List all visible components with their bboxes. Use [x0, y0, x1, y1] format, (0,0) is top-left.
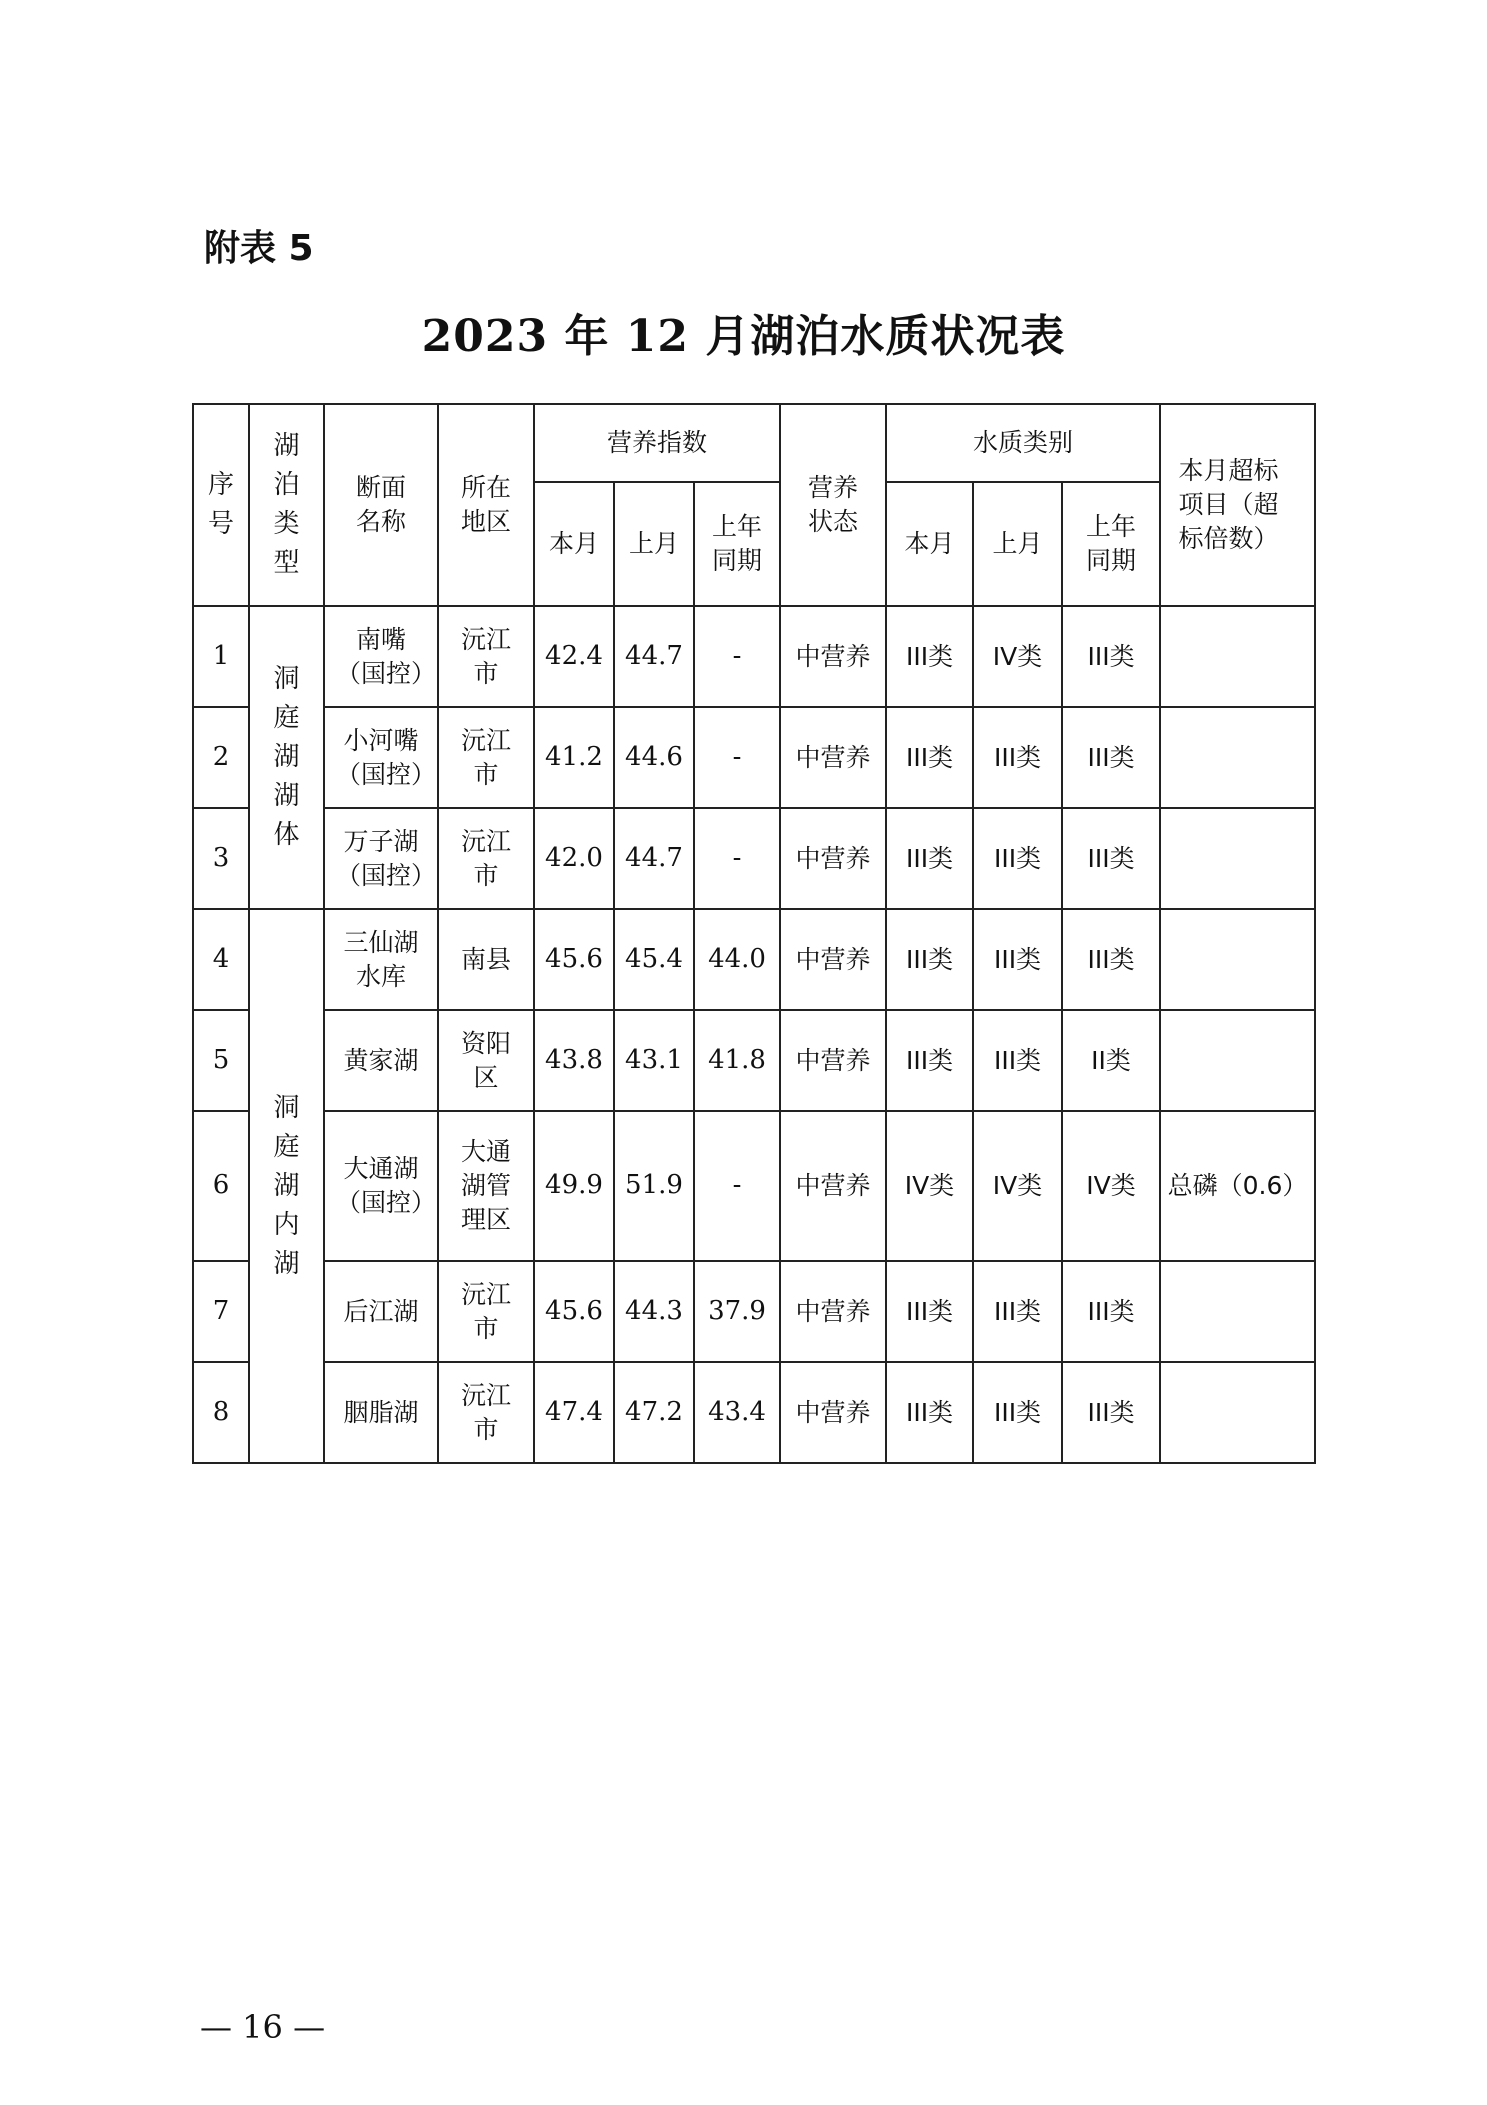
- nutrient-index-this-month: 41.2: [534, 707, 614, 808]
- nutrient-index-last-year: 44.0: [694, 909, 780, 1010]
- lake-water-quality-table: [192, 403, 1316, 1464]
- table-row: [193, 707, 1315, 808]
- table-row: [193, 1010, 1315, 1111]
- exceed-items: [1160, 1362, 1315, 1463]
- water-class-this-month: III类: [886, 707, 973, 808]
- region-name: 沅江市: [438, 808, 534, 909]
- row-index: 4: [193, 909, 249, 1010]
- nutrient-state: 中营养: [780, 808, 886, 909]
- water-class-last-month: III类: [973, 1010, 1062, 1111]
- region-name: 沅江市: [438, 707, 534, 808]
- water-class-last-year: III类: [1062, 606, 1160, 707]
- section-name: 后江湖: [324, 1261, 438, 1362]
- water-class-last-year: IV类: [1062, 1111, 1160, 1261]
- water-class-last-month: IV类: [973, 1111, 1062, 1261]
- header-idx-this-month: 本月: [534, 482, 614, 606]
- header-index: 序号: [193, 404, 249, 606]
- nutrient-index-this-month: 42.4: [534, 606, 614, 707]
- nutrient-index-this-month: 45.6: [534, 909, 614, 1010]
- lake-type-group: 洞庭湖内湖: [249, 909, 324, 1463]
- exceed-items: [1160, 1261, 1315, 1362]
- water-class-last-year: III类: [1062, 808, 1160, 909]
- header-section: 断面名称: [324, 404, 438, 606]
- nutrient-index-last-year: -: [694, 707, 780, 808]
- lake-type-group: 洞庭湖湖体: [249, 606, 324, 909]
- header-cls-last-month: 上月: [973, 482, 1062, 606]
- nutrient-index-last-month: 47.2: [614, 1362, 694, 1463]
- water-class-this-month: III类: [886, 1261, 973, 1362]
- water-class-this-month: III类: [886, 1362, 973, 1463]
- header-idx-last-month: 上月: [614, 482, 694, 606]
- table-row: [193, 909, 1315, 1010]
- appendix-label: 附表 5: [204, 228, 314, 269]
- water-class-this-month: III类: [886, 1010, 973, 1111]
- row-index: 1: [193, 606, 249, 707]
- header-nutrient-state: 营养状态: [780, 404, 886, 606]
- water-class-this-month: III类: [886, 909, 973, 1010]
- section-name: 小河嘴（国控）: [324, 707, 438, 808]
- row-index: 3: [193, 808, 249, 909]
- nutrient-state: 中营养: [780, 1010, 886, 1111]
- exceed-items: [1160, 606, 1315, 707]
- table-body: [193, 606, 1315, 1463]
- section-name: 万子湖（国控）: [324, 808, 438, 909]
- nutrient-index-this-month: 49.9: [534, 1111, 614, 1261]
- page-title: 2023 年 12 月湖泊水质状况表: [421, 311, 1066, 362]
- nutrient-index-last-year: -: [694, 1111, 780, 1261]
- page-number: — 16 —: [200, 2008, 326, 2046]
- nutrient-state: 中营养: [780, 606, 886, 707]
- water-class-last-month: IV类: [973, 606, 1062, 707]
- header-lake-type: 湖泊类型: [249, 404, 324, 606]
- nutrient-state: 中营养: [780, 1362, 886, 1463]
- exceed-items: [1160, 1010, 1315, 1111]
- row-index: 5: [193, 1010, 249, 1111]
- region-name: 沅江市: [438, 1362, 534, 1463]
- nutrient-index-last-month: 44.6: [614, 707, 694, 808]
- nutrient-index-last-month: 44.7: [614, 808, 694, 909]
- nutrient-index-last-year: 43.4: [694, 1362, 780, 1463]
- table-row: [193, 808, 1315, 909]
- table-row: [193, 606, 1315, 707]
- water-class-last-month: III类: [973, 1362, 1062, 1463]
- header-region: 所在地区: [438, 404, 534, 606]
- table-row: [193, 1362, 1315, 1463]
- region-name: 沅江市: [438, 1261, 534, 1362]
- nutrient-index-last-year: 37.9: [694, 1261, 780, 1362]
- water-class-last-year: III类: [1062, 707, 1160, 808]
- nutrient-state: 中营养: [780, 1111, 886, 1261]
- region-name: 大通湖管理区: [438, 1111, 534, 1261]
- water-class-this-month: III类: [886, 808, 973, 909]
- water-class-last-month: III类: [973, 808, 1062, 909]
- header-water-class: 水质类别: [886, 404, 1160, 482]
- header-exceed: 本月超标项目（超标倍数）: [1160, 404, 1315, 606]
- water-class-last-year: III类: [1062, 1261, 1160, 1362]
- nutrient-index-last-year: -: [694, 606, 780, 707]
- nutrient-index-last-month: 44.3: [614, 1261, 694, 1362]
- section-name: 三仙湖水库: [324, 909, 438, 1010]
- section-name: 黄家湖: [324, 1010, 438, 1111]
- nutrient-index-last-month: 51.9: [614, 1111, 694, 1261]
- nutrient-index-last-month: 44.7: [614, 606, 694, 707]
- exceed-items: 总磷（0.6）: [1160, 1111, 1315, 1261]
- nutrient-index-this-month: 47.4: [534, 1362, 614, 1463]
- row-index: 8: [193, 1362, 249, 1463]
- exceed-items: [1160, 808, 1315, 909]
- section-name: 大通湖（国控）: [324, 1111, 438, 1261]
- water-class-this-month: III类: [886, 606, 973, 707]
- header-cls-this-month: 本月: [886, 482, 973, 606]
- header-nutrient-index: 营养指数: [534, 404, 780, 482]
- nutrient-state: 中营养: [780, 707, 886, 808]
- nutrient-index-last-year: 41.8: [694, 1010, 780, 1111]
- table-row: [193, 1261, 1315, 1362]
- header-row-1: [193, 404, 1315, 482]
- region-name: 南县: [438, 909, 534, 1010]
- nutrient-index-last-month: 43.1: [614, 1010, 694, 1111]
- table-row: [193, 1111, 1315, 1261]
- water-class-last-month: III类: [973, 1261, 1062, 1362]
- exceed-items: [1160, 707, 1315, 808]
- nutrient-index-this-month: 45.6: [534, 1261, 614, 1362]
- row-index: 6: [193, 1111, 249, 1261]
- exceed-items: [1160, 909, 1315, 1010]
- nutrient-index-last-month: 45.4: [614, 909, 694, 1010]
- header-cls-last-year: 上年同期: [1062, 482, 1160, 606]
- section-name: 胭脂湖: [324, 1362, 438, 1463]
- header-idx-last-year: 上年同期: [694, 482, 780, 606]
- section-name: 南嘴（国控）: [324, 606, 438, 707]
- water-class-last-year: III类: [1062, 909, 1160, 1010]
- nutrient-index-this-month: 43.8: [534, 1010, 614, 1111]
- region-name: 沅江市: [438, 606, 534, 707]
- water-class-last-month: III类: [973, 707, 1062, 808]
- row-index: 7: [193, 1261, 249, 1362]
- water-class-last-year: II类: [1062, 1010, 1160, 1111]
- nutrient-index-this-month: 42.0: [534, 808, 614, 909]
- nutrient-index-last-year: -: [694, 808, 780, 909]
- nutrient-state: 中营养: [780, 909, 886, 1010]
- row-index: 2: [193, 707, 249, 808]
- water-class-last-month: III类: [973, 909, 1062, 1010]
- water-class-last-year: III类: [1062, 1362, 1160, 1463]
- water-class-this-month: IV类: [886, 1111, 973, 1261]
- nutrient-state: 中营养: [780, 1261, 886, 1362]
- region-name: 资阳区: [438, 1010, 534, 1111]
